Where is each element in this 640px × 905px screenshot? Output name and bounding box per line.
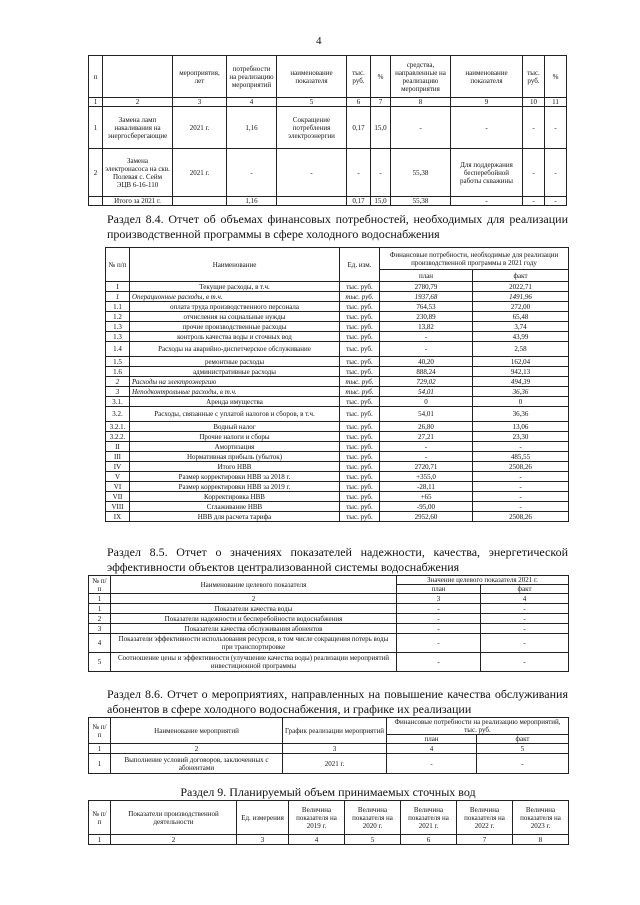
- table-cell: 1,16: [227, 197, 277, 206]
- col-num: № п/п: [89, 718, 111, 744]
- row-unit: тыс. руб.: [340, 442, 380, 452]
- column-number: 4: [481, 594, 569, 604]
- reliability-indicators-table: [88, 575, 569, 672]
- col-group: Финансовые потребности на реализацию мероприятий, тыс. руб.: [387, 718, 569, 735]
- row-number: 1.3: [106, 332, 130, 342]
- header-cell: %: [545, 56, 567, 98]
- row-fact: 13,06: [473, 422, 569, 432]
- row-plan: -: [380, 342, 473, 357]
- table-row: [106, 492, 569, 502]
- column-number: 4: [289, 835, 345, 845]
- row-number: 1.4: [106, 342, 130, 357]
- col-name: Наименование мероприятий: [111, 718, 283, 744]
- table-row: [89, 754, 569, 774]
- row-number: 3: [89, 624, 111, 634]
- table-cell: 2021 г.: [173, 107, 227, 149]
- table-row: [106, 332, 569, 342]
- column-number: 5: [345, 835, 401, 845]
- table-row: [89, 149, 567, 197]
- table-cell: 55,38: [391, 149, 451, 197]
- column-number: 4: [387, 744, 477, 754]
- row-fact: -: [481, 653, 569, 672]
- col-name: Наименование: [130, 248, 340, 282]
- row-fact: 272,00: [473, 302, 569, 312]
- row-number: VI: [106, 482, 130, 492]
- table-cell: -: [451, 107, 523, 149]
- column-number: 1: [89, 835, 111, 845]
- row-plan: -: [387, 754, 477, 774]
- table-row: [106, 472, 569, 482]
- row-fact: 2508,26: [473, 462, 569, 472]
- header-cell: Величина показателя на 2020 г.: [345, 801, 401, 835]
- col-plan: план: [387, 735, 477, 744]
- row-name: Неподконтрольные расходы, в т.ч.: [130, 387, 340, 397]
- row-number: 4: [89, 634, 111, 653]
- row-unit: тыс. руб.: [340, 432, 380, 442]
- table-row: [106, 312, 569, 322]
- row-name: Соотношение цены и эффективности (улучшение качества воды) реализации мероприятий инвестиционной программы: [111, 653, 397, 672]
- section-8-4-title: Раздел 8.4. Отчет об объемах финансовых потребностей, необходимых для реализации производственной программы в сфере холодного водоснабжения: [107, 212, 568, 241]
- row-number: 3.2.2.: [106, 432, 130, 442]
- service-measures-table: [88, 717, 569, 774]
- column-number: 2: [111, 744, 283, 754]
- row-fact: -: [473, 472, 569, 482]
- row-name: контроль качества воды и сточных вод: [130, 332, 340, 342]
- table-cell: -: [347, 149, 371, 197]
- header-cell: Величина показателя на 2019 г.: [289, 801, 345, 835]
- table-row: [106, 502, 569, 512]
- table-row: [106, 462, 569, 472]
- table-row: [106, 397, 569, 407]
- table-cell: [277, 197, 347, 206]
- col-fact: факт: [477, 735, 569, 744]
- row-plan: 27,21: [380, 432, 473, 442]
- column-number: 5: [277, 98, 347, 107]
- row-fact: 1491,96: [473, 292, 569, 302]
- row-unit: тыс. руб.: [340, 312, 380, 322]
- row-unit: тыс. руб.: [340, 397, 380, 407]
- row-unit: тыс. руб.: [340, 462, 380, 472]
- table-row: [89, 107, 567, 149]
- row-name: Прочие налоги и сборы: [130, 432, 340, 442]
- column-number: 1: [89, 594, 111, 604]
- table-cell: [173, 197, 227, 206]
- row-fact: -: [481, 634, 569, 653]
- header-cell: %: [371, 56, 391, 98]
- col-name: Наименование целевого показателя: [111, 576, 397, 594]
- table-cell: Сокращение потребления электроэнергии: [277, 107, 347, 149]
- table-cell: 1: [89, 107, 103, 149]
- table-cell: 1,16: [227, 107, 277, 149]
- row-unit: тыс. руб.: [340, 357, 380, 367]
- row-plan: +65: [380, 492, 473, 502]
- col-plan: план: [397, 585, 481, 594]
- row-unit: тыс. руб.: [340, 492, 380, 502]
- row-name: Показатели качества обслуживания абонентов: [111, 624, 397, 634]
- header-cell: Величина показателя на 2021 г.: [401, 801, 457, 835]
- row-number: IX: [106, 512, 130, 522]
- table-cell: 15,0: [371, 107, 391, 149]
- column-number: 2: [111, 835, 237, 845]
- row-plan: 54,01: [380, 387, 473, 397]
- row-number: 3.2.: [106, 407, 130, 422]
- row-fact: -: [481, 614, 569, 624]
- header-cell: [103, 56, 173, 98]
- table-row: [106, 387, 569, 397]
- column-number: 6: [401, 835, 457, 845]
- row-plan: -: [397, 653, 481, 672]
- row-fact: -: [473, 442, 569, 452]
- col-group: Значение целевого показателя 2021 г.: [397, 576, 569, 585]
- column-number: 5: [477, 744, 569, 754]
- row-plan: -: [397, 634, 481, 653]
- row-plan: 729,02: [380, 377, 473, 387]
- row-fact: 2,58: [473, 342, 569, 357]
- row-fact: 494,39: [473, 377, 569, 387]
- section-8-5-title: Раздел 8.5. Отчет о значениях показателей надежности, качества, энергетической эффективности объектов централизованной системы водоснабжения: [107, 545, 568, 574]
- row-name: Итого НВВ: [130, 462, 340, 472]
- row-plan: 764,53: [380, 302, 473, 312]
- column-number: 7: [457, 835, 513, 845]
- row-unit: тыс. руб.: [340, 282, 380, 292]
- table-cell: -: [545, 197, 567, 206]
- table-row: [106, 282, 569, 292]
- row-name: Водный налог: [130, 422, 340, 432]
- row-name: отчисления на социальные нужды: [130, 312, 340, 322]
- header-cell: Показатели производственной деятельности: [111, 801, 237, 835]
- row-fact: -: [473, 482, 569, 492]
- row-fact: -: [481, 624, 569, 634]
- table-row: [106, 512, 569, 522]
- row-fact: 3,74: [473, 322, 569, 332]
- row-number: 1: [89, 754, 111, 774]
- header-cell: Величина показателя на 2023 г.: [513, 801, 569, 835]
- section-8-6-title: Раздел 8.6. Отчет о мероприятиях, направленных на повышение качества обслуживания абонентов в сфере холодного водоснабжения, и графике их реализации: [107, 687, 568, 716]
- row-number: 2: [106, 377, 130, 387]
- column-number: 2: [103, 98, 173, 107]
- column-number: 9: [451, 98, 523, 107]
- row-name: Показатели эффективности использования ресурсов, в том числе сокращения потерь воды при транспортировке: [111, 634, 397, 653]
- row-fact: 23,30: [473, 432, 569, 442]
- row-unit: тыс. руб.: [340, 452, 380, 462]
- row-number: 1.5: [106, 357, 130, 367]
- column-number: 6: [347, 98, 371, 107]
- row-plan: 2952,60: [380, 512, 473, 522]
- row-number: II: [106, 442, 130, 452]
- table-cell: -: [391, 107, 451, 149]
- column-number: 2: [111, 594, 397, 604]
- col-num: № п/п: [106, 248, 130, 282]
- row-name: Текущие расходы, в т.ч.: [130, 282, 340, 292]
- table-row: [106, 422, 569, 432]
- table-cell: 0,17: [347, 107, 371, 149]
- row-unit: тыс. руб.: [340, 332, 380, 342]
- table-cell: [89, 197, 103, 206]
- row-fact: 2022,71: [473, 282, 569, 292]
- table-row: [89, 634, 569, 653]
- col-schedule: График реализации мероприятий: [283, 718, 387, 744]
- table-cell: Замена электронасоса на скв. Полевая с. Сейм ЭЦВ 6-16-110: [103, 149, 173, 197]
- table-row: [106, 367, 569, 377]
- row-plan: -: [397, 614, 481, 624]
- column-number: 4: [227, 98, 277, 107]
- column-number: 3: [397, 594, 481, 604]
- column-number: 10: [523, 98, 545, 107]
- row-schedule: 2021 г.: [283, 754, 387, 774]
- table-row: [106, 452, 569, 462]
- row-unit: тыс. руб.: [340, 322, 380, 332]
- row-unit: тыс. руб.: [340, 302, 380, 312]
- row-plan: 0: [380, 397, 473, 407]
- table-cell: -: [227, 149, 277, 197]
- row-fact: 36,36: [473, 387, 569, 397]
- table-cell: Итого за 2021 г.: [103, 197, 173, 206]
- column-number: 1: [89, 744, 111, 754]
- header-cell: № п/ п: [89, 801, 111, 835]
- table-cell: Для поддержания бесперебойной работы скважины: [451, 149, 523, 197]
- row-name: Показатели надежности и бесперебойности водоснабжения: [111, 614, 397, 624]
- col-group: Финансовые потребности, необходимые для реализации производственной программы в 2021 году: [380, 248, 569, 270]
- row-name: Размер корректировки НВВ за 2018 г.: [130, 472, 340, 482]
- row-number: III: [106, 452, 130, 462]
- row-plan: 230,89: [380, 312, 473, 322]
- row-unit: тыс. руб.: [340, 472, 380, 482]
- header-cell: Ед. измерения: [237, 801, 289, 835]
- header-cell: тыс. руб.: [347, 56, 371, 98]
- table-cell: 15,0: [371, 197, 391, 206]
- row-plan: 40,20: [380, 357, 473, 367]
- table-row: [89, 624, 569, 634]
- wastewater-volume-table: [88, 800, 569, 845]
- table-row: [106, 302, 569, 312]
- row-plan: 2780,79: [380, 282, 473, 292]
- row-plan: 2720,71: [380, 462, 473, 472]
- row-name: Выполнение условий договоров, заключенных с абонентами: [111, 754, 283, 774]
- row-number: 3.2.1.: [106, 422, 130, 432]
- row-name: Аренда имущества: [130, 397, 340, 407]
- header-cell: потребности на реализацию мероприятий: [227, 56, 277, 98]
- column-number: 3: [237, 835, 289, 845]
- row-plan: -: [397, 624, 481, 634]
- column-number: 11: [545, 98, 567, 107]
- row-unit: тыс. руб.: [340, 342, 380, 357]
- row-fact: 2508,26: [473, 512, 569, 522]
- row-name: Расходы на аварийно-диспетчерское обслуживание: [130, 342, 340, 357]
- row-plan: -95,00: [380, 502, 473, 512]
- table-row: [106, 442, 569, 452]
- table-cell: -: [277, 149, 347, 197]
- row-name: Расходы, связанные с уплатой налогов и сборов, в т.ч.: [130, 407, 340, 422]
- row-number: I: [106, 282, 130, 292]
- row-unit: тыс. руб.: [340, 292, 380, 302]
- column-number: 3: [173, 98, 227, 107]
- row-name: Показатели качества воды: [111, 604, 397, 614]
- row-fact: -: [477, 754, 569, 774]
- row-fact: 43,99: [473, 332, 569, 342]
- row-plan: 1937,68: [380, 292, 473, 302]
- row-number: 1: [89, 604, 111, 614]
- row-number: 3: [106, 387, 130, 397]
- row-number: VII: [106, 492, 130, 502]
- row-unit: тыс. руб.: [340, 422, 380, 432]
- row-name: НВВ для расчета тарифа: [130, 512, 340, 522]
- row-unit: тыс. руб.: [340, 502, 380, 512]
- table-cell: 55,38: [391, 197, 451, 206]
- row-number: 1.1: [106, 302, 130, 312]
- row-plan: 13,82: [380, 322, 473, 332]
- table-row: [106, 407, 569, 422]
- section-9-title: Раздел 9. Планируемый объем принимаемых сточных вод: [180, 785, 476, 799]
- page-number: 4: [316, 35, 322, 47]
- row-name: ремонтные расходы: [130, 357, 340, 367]
- table-cell: -: [545, 107, 567, 149]
- row-fact: 162,04: [473, 357, 569, 367]
- row-fact: 942,13: [473, 367, 569, 377]
- row-number: 1.3: [106, 322, 130, 332]
- row-fact: -: [473, 502, 569, 512]
- header-cell: п: [89, 56, 103, 98]
- financial-needs-table: [105, 247, 569, 522]
- energy-measures-table: [88, 55, 567, 206]
- row-name: Нормативная прибыль (убыток): [130, 452, 340, 462]
- table-cell: -: [523, 197, 545, 206]
- row-number: VIII: [106, 502, 130, 512]
- row-name: прочие производственные расходы: [130, 322, 340, 332]
- row-name: Корректировка НВВ: [130, 492, 340, 502]
- table-row: [106, 342, 569, 357]
- row-number: 5: [89, 653, 111, 672]
- row-number: 3.1.: [106, 397, 130, 407]
- table-row: [106, 292, 569, 302]
- row-plan: -: [380, 442, 473, 452]
- table-cell: -: [451, 197, 523, 206]
- table-row: [89, 653, 569, 672]
- col-fact: факт: [473, 270, 569, 282]
- header-cell: тыс. руб.: [523, 56, 545, 98]
- row-unit: тыс. руб.: [340, 387, 380, 397]
- row-plan: 26,80: [380, 422, 473, 432]
- col-unit: Ед. изм.: [340, 248, 380, 282]
- row-fact: -: [473, 492, 569, 502]
- row-number: 1.6: [106, 367, 130, 377]
- column-number: 8: [513, 835, 569, 845]
- header-cell: наименование показателя: [277, 56, 347, 98]
- table-cell: -: [523, 107, 545, 149]
- column-number: 7: [371, 98, 391, 107]
- row-plan: -: [397, 604, 481, 614]
- row-number: 1: [106, 292, 130, 302]
- row-number: V: [106, 472, 130, 482]
- row-unit: тыс. руб.: [340, 377, 380, 387]
- table-cell: Замена ламп накаливания на энергосберегающие: [103, 107, 173, 149]
- row-name: Расходы на электроэнергию: [130, 377, 340, 387]
- row-number: 2: [89, 614, 111, 624]
- row-plan: +355,0: [380, 472, 473, 482]
- row-plan: 54,01: [380, 407, 473, 422]
- row-name: Операционные расходы, в т.ч.: [130, 292, 340, 302]
- header-cell: мероприятия, лет: [173, 56, 227, 98]
- table-row: [106, 377, 569, 387]
- total-row: [89, 197, 567, 206]
- column-number: 1: [89, 98, 103, 107]
- table-row: [106, 482, 569, 492]
- row-name: оплата труда производственного персонала: [130, 302, 340, 312]
- row-plan: 888,24: [380, 367, 473, 377]
- column-number: 3: [283, 744, 387, 754]
- col-num: № п/п: [89, 576, 111, 594]
- table-cell: -: [371, 149, 391, 197]
- header-cell: средства, направленные на реализацию мероприятия: [391, 56, 451, 98]
- row-name: Амортизация: [130, 442, 340, 452]
- row-unit: тыс. руб.: [340, 482, 380, 492]
- row-plan: -: [380, 452, 473, 462]
- row-fact: 36,36: [473, 407, 569, 422]
- table-row: [106, 432, 569, 442]
- row-plan: -28,11: [380, 482, 473, 492]
- table-cell: 2021 г.: [173, 149, 227, 197]
- row-number: IV: [106, 462, 130, 472]
- row-name: административные расходы: [130, 367, 340, 377]
- row-fact: -: [481, 604, 569, 614]
- col-fact: факт: [481, 585, 569, 594]
- row-number: 1.2: [106, 312, 130, 322]
- table-cell: 0,17: [347, 197, 371, 206]
- row-fact: 485,55: [473, 452, 569, 462]
- table-cell: -: [545, 149, 567, 197]
- table-cell: -: [523, 149, 545, 197]
- table-row: [106, 357, 569, 367]
- table-row: [89, 604, 569, 614]
- row-fact: 65,48: [473, 312, 569, 322]
- row-unit: тыс. руб.: [340, 407, 380, 422]
- table-row: [106, 322, 569, 332]
- row-fact: 0: [473, 397, 569, 407]
- table-cell: 2: [89, 149, 103, 197]
- col-plan: план: [380, 270, 473, 282]
- row-unit: тыс. руб.: [340, 367, 380, 377]
- header-cell: наименование показателя: [451, 56, 523, 98]
- row-unit: тыс. руб.: [340, 512, 380, 522]
- column-number: 8: [391, 98, 451, 107]
- row-plan: -: [380, 332, 473, 342]
- row-name: Размер корректировки НВВ за 2019 г.: [130, 482, 340, 492]
- table-row: [89, 614, 569, 624]
- header-cell: Величина показателя на 2022 г.: [457, 801, 513, 835]
- row-name: Сглаживание НВВ: [130, 502, 340, 512]
